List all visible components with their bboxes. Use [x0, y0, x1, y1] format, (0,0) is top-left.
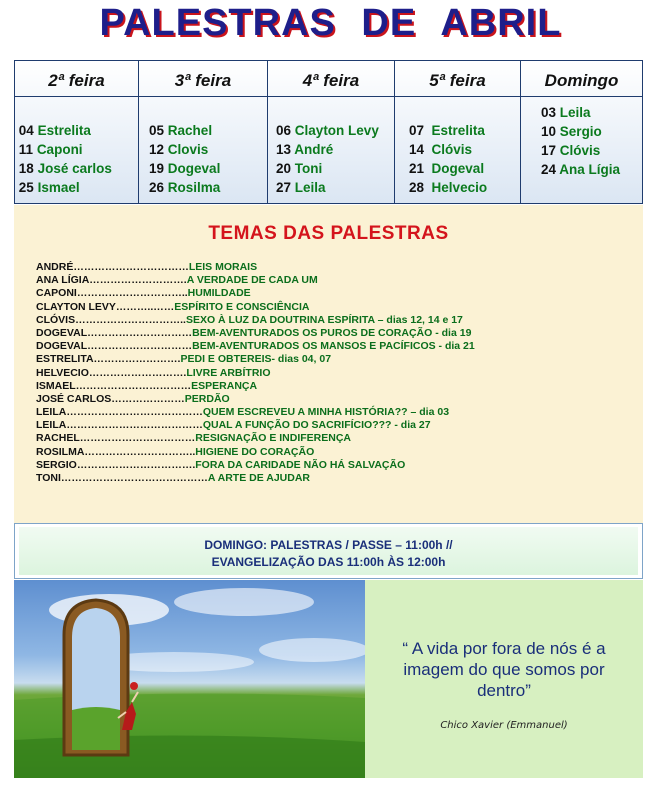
sunday-info-box — [14, 523, 643, 579]
topic-item: RACHEL……………………………RESIGNAÇÃO E INDIFERENÇA — [36, 432, 352, 445]
schedule-entry: 26 Rosilma — [149, 180, 221, 195]
schedule-entry: 20 Toni — [276, 161, 323, 176]
column-heading: 3ª feira — [139, 61, 267, 97]
topic-item: ISMAEL……………………………ESPERANÇA — [36, 379, 258, 392]
topic-item: LEILA…………………………………QUEM ESCREVEU A MINHA HISTÓRIA?? – dia 03 — [36, 406, 450, 419]
column-heading: 2ª feira — [15, 61, 138, 97]
column-heading: Domingo — [521, 61, 642, 97]
schedule-entry: 17 Clóvis — [541, 143, 601, 158]
schedule-entry: 04 Estrelita — [18, 123, 91, 138]
topic-item: ANA LÍGIA……………………….A VERDADE DE CADA UM — [36, 274, 318, 287]
schedule-entry: 18 José carlos — [18, 161, 112, 176]
schedule-entry: 19 Dogeval — [149, 161, 221, 176]
page-title: PALESTRAS DE ABRIL — [99, 2, 562, 44]
schedule-entry: 28 Helvecio — [409, 180, 488, 195]
topic-item: CAPONI…………………………..HUMILDADE — [36, 287, 251, 300]
schedule-entry: 14 Clóvis — [409, 142, 473, 157]
schedule-entry: 03 Leila — [541, 105, 591, 120]
topic-item: ANDRÉ……………………………LEIS MORAIS — [36, 261, 258, 273]
schedule-entry: 27 Leila — [276, 180, 326, 195]
sunday-info-line: DOMINGO: PALESTRAS / PASSE – 11:00h // — [204, 538, 453, 552]
topic-item: CLAYTON LEVY………..……ESPÍRITO E CONSCIÊNCIA — [36, 300, 310, 313]
topic-item: HELVECIO……………………….LIVRE ARBÍTRIO — [36, 366, 271, 379]
topic-item: ESTRELITA…………………….PEDI E OBTEREIS- dias 04, 07 — [36, 353, 332, 366]
topic-item: DOGEVAL…………………………BEM-AVENTURADOS OS PUROS DE CORAÇÃO - dia 19 — [36, 326, 472, 339]
topics-list — [36, 261, 475, 485]
schedule-entry: 25 Ismael — [18, 180, 80, 195]
sunday-info-line: EVANGELIZAÇÃO DAS 11:00h ÀS 12:00h — [211, 555, 446, 569]
topics-title: TEMAS DAS PALESTRAS — [208, 223, 449, 244]
schedule-column-sunday — [521, 61, 642, 203]
column-heading: 4ª feira — [268, 61, 394, 97]
quote-box — [365, 580, 643, 778]
schedule-entry: 21 Dogeval — [409, 161, 485, 176]
column-heading: 5ª feira — [395, 61, 520, 97]
schedule-entry: 13 André — [276, 142, 334, 157]
topics-section — [14, 205, 643, 523]
topic-item: LEILA…………………………………QUAL A FUNÇÃO DO SACRIFÍCIO??? - dia 27 — [36, 419, 431, 432]
schedule-column-thursday — [395, 61, 521, 203]
topic-item: DOGEVAL…………………………BEM-AVENTURADOS OS MANSOS E PACÍFICOS - dia 21 — [36, 340, 475, 353]
schedule-entry: 24 Ana Lígia — [541, 162, 621, 177]
schedule-entry: 06 Clayton Levy — [276, 123, 379, 138]
topic-item: SERGIO…………………………….FORA DA CARIDADE NÃO HÁ SALVAÇÃO — [36, 458, 406, 471]
topic-item: ROSILMA…………………………..HIGIENE DO CORAÇÃO — [36, 445, 315, 458]
mirror-field-image — [14, 580, 365, 778]
schedule-entry: 10 Sergio — [541, 124, 602, 139]
schedule-entry: 05 Rachel — [149, 123, 213, 138]
schedule-entry: 12 Clovis — [149, 142, 209, 157]
schedule-table — [14, 60, 643, 204]
schedule-column-tuesday — [139, 61, 268, 203]
schedule-column-monday — [15, 61, 139, 203]
topic-item: JOSÉ CARLOS…………………PERDÃO — [36, 392, 230, 405]
quote-text: “ A vida por fora de nós é a imagem do que somos por dentro” — [402, 639, 606, 700]
schedule-column-wednesday — [268, 61, 395, 203]
schedule-entry: 11 Caponi — [18, 142, 83, 157]
quote-author: Chico Xavier (Emmanuel) — [440, 720, 568, 731]
topic-item: CLÓVIS…………………………..SEXO À LUZ DA DOUTRINA ESPÍRITA – dias 12, 14 e 17 — [36, 313, 463, 326]
schedule-entry: 07 Estrelita — [409, 123, 485, 138]
topic-item: TONI……………………………………A ARTE DE AJUDAR — [36, 472, 310, 484]
